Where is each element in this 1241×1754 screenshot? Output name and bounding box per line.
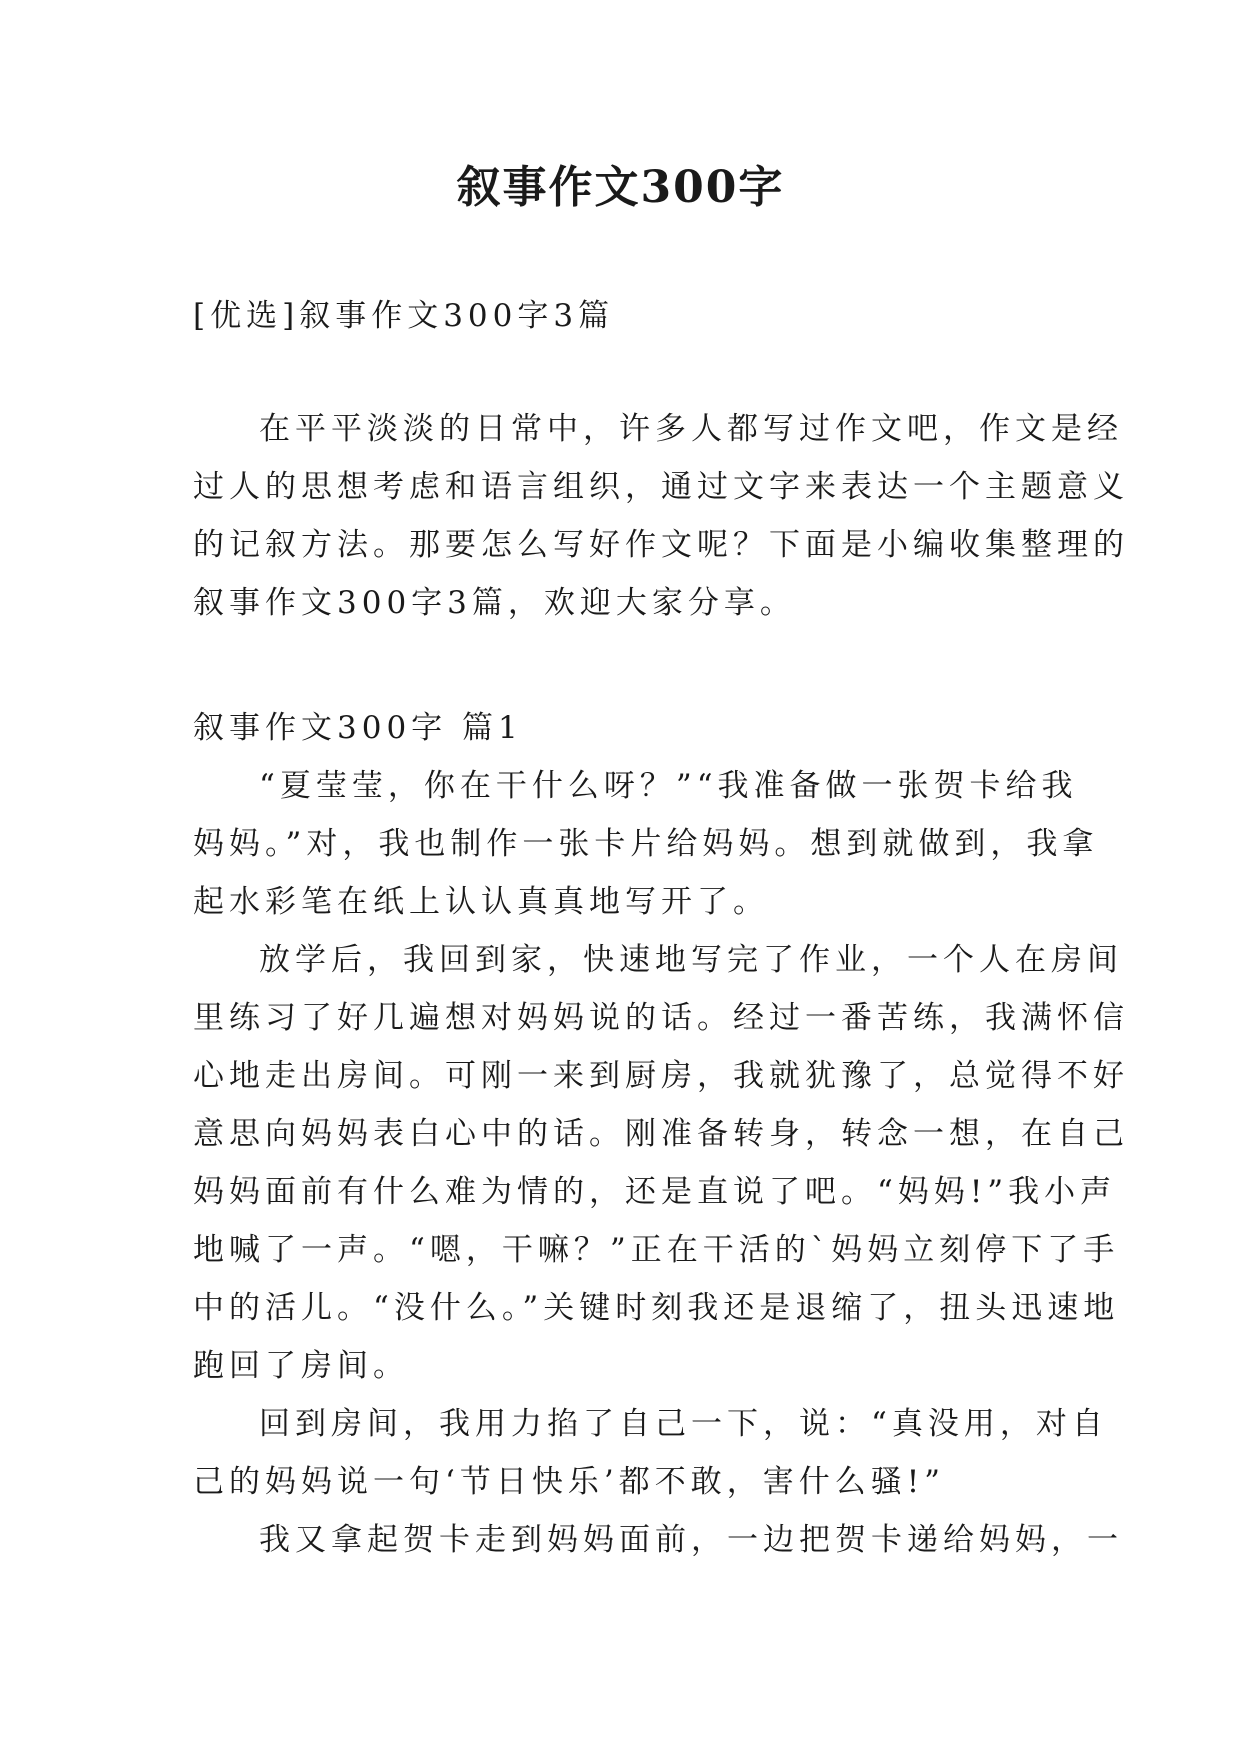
paragraph-line: 妈妈。”对，我也制作一张卡片给妈妈。想到就做到，我拿	[193, 826, 1099, 862]
paragraph-line: 我又拿起贺卡走到妈妈面前，一边把贺卡递给妈妈，一	[259, 1522, 1123, 1558]
paragraph-line: 地喊了一声。“嗯，干嘛？”正在干活的`妈妈立刻停下了手	[193, 1232, 1120, 1268]
paragraph-line: 己的妈妈说一句‘节日快乐’都不敢，害什么骚!”	[193, 1464, 946, 1500]
paragraph-line: “夏莹莹，你在干什么呀？”“我准备做一张贺卡给我	[259, 768, 1078, 804]
document-title: 叙事作文300字	[456, 162, 785, 213]
intro-line: 的记叙方法。那要怎么写好作文呢？下面是小编收集整理的	[193, 527, 1129, 563]
section-heading-line: 叙事作文300字 篇1	[193, 710, 523, 746]
paragraph-line: 里练习了好几遍想对妈妈说的话。经过一番苦练，我满怀信	[193, 1000, 1129, 1036]
essay-paragraph	[193, 1511, 1123, 1569]
paragraph-line: 跑回了房间。	[193, 1348, 409, 1384]
paragraph-line: 放学后，我回到家，快速地写完了作业，一个人在房间	[259, 942, 1123, 978]
subtitle-line: [优选]叙事作文300字3篇	[193, 298, 615, 334]
paragraph-line: 妈妈面前有什么难为情的，还是直说了吧。“妈妈!”我小声	[193, 1174, 1117, 1210]
essay-body	[193, 757, 1129, 1569]
intro-line: 叙事作文300字3篇，欢迎大家分享。	[193, 585, 796, 621]
paragraph-line: 回到房间，我用力掐了自己一下，说：“真没用，对自	[259, 1406, 1108, 1442]
paragraph-line: 心地走出房间。可刚一来到厨房，我就犹豫了，总觉得不好	[193, 1058, 1129, 1094]
intro-paragraph	[193, 400, 1129, 632]
paragraph-line: 起水彩笔在纸上认认真真地写开了。	[193, 884, 769, 920]
document-subtitle	[193, 287, 1053, 345]
essay-paragraph	[193, 931, 1129, 1395]
section-heading	[193, 699, 1053, 757]
essay-paragraph	[193, 757, 1099, 931]
essay-paragraph	[193, 1395, 1108, 1511]
paragraph-line: 中的活儿。“没什么。”关键时刻我还是退缩了，扭头迅速地	[193, 1290, 1120, 1326]
paragraph-line: 意思向妈妈表白心中的话。刚准备转身，转念一想，在自己	[193, 1116, 1129, 1152]
intro-line: 过人的思想考虑和语言组织，通过文字来表达一个主题意义	[193, 469, 1129, 505]
intro-line: 在平平淡淡的日常中，许多人都写过作文吧，作文是经	[259, 411, 1123, 447]
